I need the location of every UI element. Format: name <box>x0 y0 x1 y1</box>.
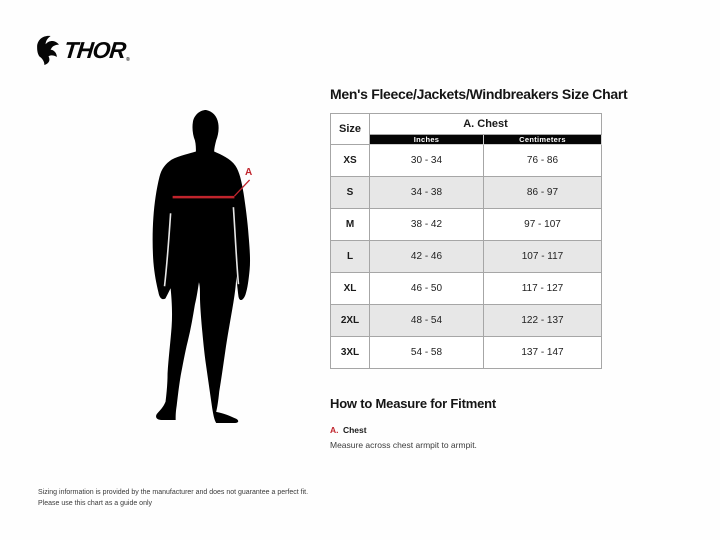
size-chart-table <box>330 113 602 369</box>
inches-value: 30 - 34 <box>370 145 484 177</box>
brand-name: THOR <box>62 36 127 63</box>
disclaimer-line-2: Please use this chart as a guide only <box>38 500 153 508</box>
table-row <box>331 177 602 209</box>
male-silhouette <box>146 110 258 424</box>
inches-value: 48 - 54 <box>370 305 484 337</box>
measure-note-name: Chest <box>342 425 367 435</box>
disclaimer-line-1: Sizing information is provided by the manufacturer and does not guarantee a perfect fit. <box>38 489 309 496</box>
size-label: XS <box>331 145 370 177</box>
inches-value: 38 - 42 <box>370 209 484 241</box>
size-label: L <box>331 241 370 273</box>
centimeters-value: 76 - 86 <box>484 145 602 177</box>
table-row <box>331 145 602 177</box>
column-header-size: Size <box>331 114 370 145</box>
inches-value: 54 - 58 <box>370 337 484 369</box>
size-label: 3XL <box>331 337 370 369</box>
measurement-figure <box>146 110 258 424</box>
column-header-centimeters: Centimeters <box>484 135 602 145</box>
inches-value: 42 - 46 <box>370 241 484 273</box>
registered-mark: ® <box>126 57 130 63</box>
table-row <box>331 209 602 241</box>
centimeters-value: 122 - 137 <box>484 305 602 337</box>
measure-note-chest <box>330 420 601 450</box>
inches-value: 46 - 50 <box>370 273 484 305</box>
column-header-inches: Inches <box>370 135 484 145</box>
thor-horned-helmet-icon <box>34 34 61 66</box>
table-row <box>331 273 602 305</box>
sizing-disclaimer <box>38 487 318 509</box>
table-row <box>331 337 602 369</box>
table-row <box>331 305 602 337</box>
centimeters-value: 137 - 147 <box>484 337 602 369</box>
centimeters-value: 97 - 107 <box>484 209 602 241</box>
size-label: M <box>331 209 370 241</box>
measure-note-key: A. <box>330 425 339 435</box>
how-to-measure-heading: How to Measure for Fitment <box>330 396 496 411</box>
column-header-chest: A. Chest <box>370 114 602 135</box>
chest-measurement-label: A <box>245 167 253 178</box>
table-row <box>331 241 602 273</box>
size-label: S <box>331 177 370 209</box>
centimeters-value: 117 - 127 <box>484 273 602 305</box>
inches-value: 34 - 38 <box>370 177 484 209</box>
size-chart-section <box>330 86 628 450</box>
measure-note-description: Measure across chest armpit to armpit. <box>330 440 477 450</box>
centimeters-value: 86 - 97 <box>484 177 602 209</box>
centimeters-value: 107 - 117 <box>484 241 602 273</box>
size-label: 2XL <box>331 305 370 337</box>
brand-logo <box>34 34 130 66</box>
size-label: XL <box>331 273 370 305</box>
size-chart-title: Men's Fleece/Jackets/Windbreakers Size Chart <box>330 86 628 102</box>
